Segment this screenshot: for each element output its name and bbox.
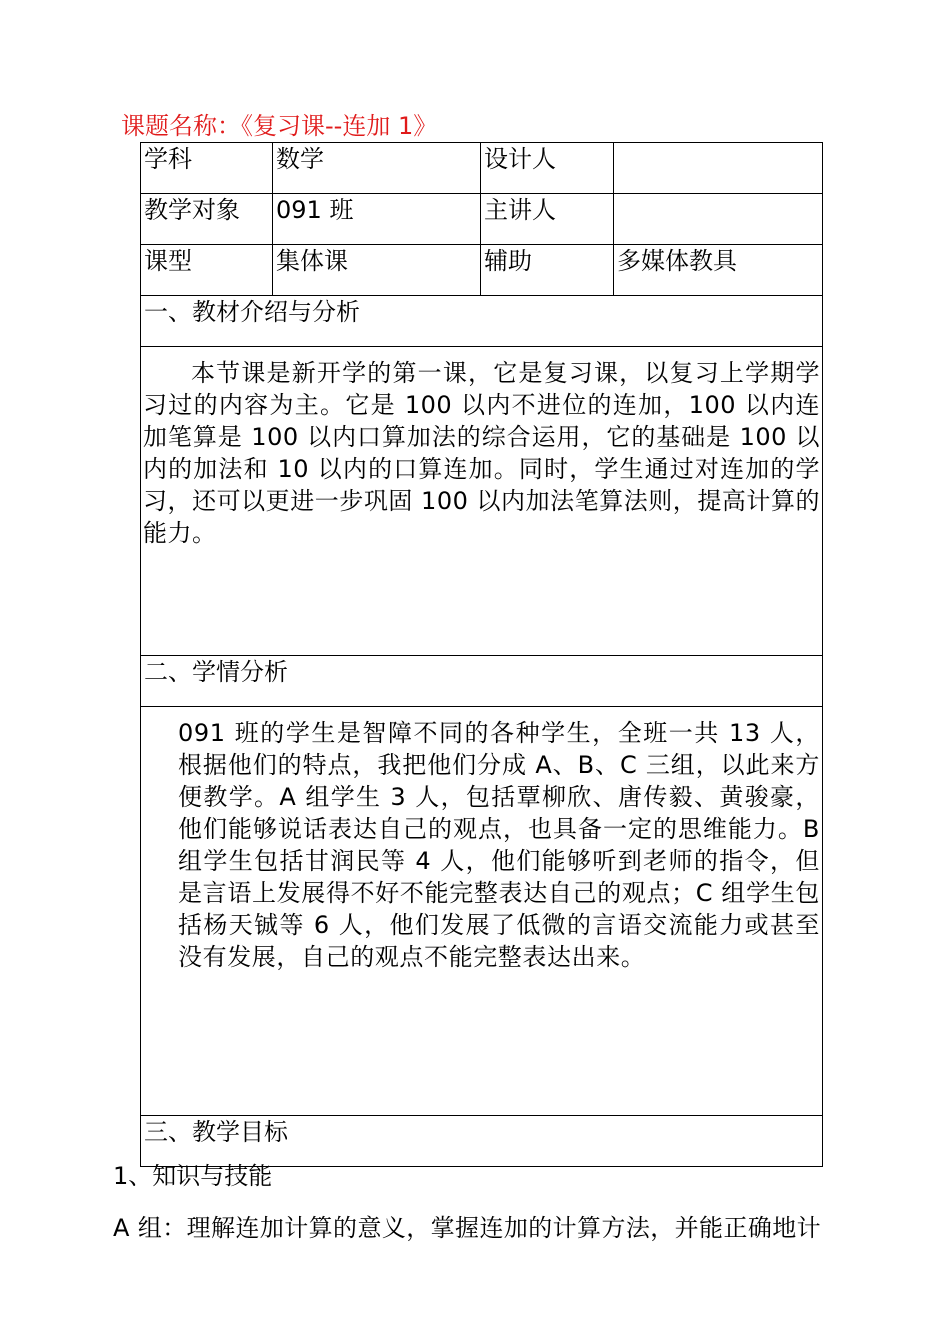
table-row-audience: [141, 194, 823, 245]
lesson-plan-table: [140, 142, 823, 1167]
table-row-section3-heading: [141, 1116, 823, 1167]
section2-heading: 二、学情分析: [141, 656, 823, 707]
cell-type-label: 课型: [141, 245, 273, 296]
cell-type-value: 集体课: [273, 245, 481, 296]
cell-audience-value: 091 班: [273, 194, 481, 245]
section2-paragraph: 091 班的学生是智障不同的各种学生，全班一共 13 人，根据他们的特点，我把他们分成 A、B、C 三组，以此来方便教学。A 组学生 3 人，包括覃柳欣、唐传毅、黄骏豪，他们能够说话表达自己的观点，也具备一定的思维能力。B 组学生包括甘润民等 4 人，他们能够听到老师的指令，但是言语上发展得不好不能完整表达自己的观点；C 组学生包括杨天铖等 6 人，他们发展了低微的言语交流能力或甚至没有发展，自己的观点不能完整表达出来。: [141, 707, 823, 1116]
table-row-section1-body: [141, 347, 823, 656]
cell-audience-label: 教学对象: [141, 194, 273, 245]
table-row-section2-heading: [141, 656, 823, 707]
section1-paragraph: 本节课是新开学的第一课，它是复习课，以复习上学期学习过的内容为主。它是 100 以内不进位的连加，100 以内连加笔算是 100 以内口算加法的综合运用，它的基础是 100 以内的加法和 10 以内的口算连加。同时，学生通过对连加的学习，还可以更进一步巩固 100 以内加法笔算法则，提高计算的能力。: [141, 347, 823, 656]
cell-aid-label: 辅助: [481, 245, 614, 296]
table-row-type: [141, 245, 823, 296]
objective-group-a: A 组：理解连加计算的意义，掌握连加的计算方法，并能正确地计: [113, 1214, 822, 1242]
section1-heading: 一、教材介绍与分析: [141, 296, 823, 347]
cell-subject-label: 学科: [141, 143, 273, 194]
cell-designer-value: [614, 143, 823, 194]
section3-heading: 三、教学目标: [141, 1116, 823, 1167]
lesson-title: 课题名称：《复习课--连加 1》: [121, 112, 438, 140]
objective-heading: 1、知识与技能: [113, 1162, 273, 1190]
table-row-section1-heading: [141, 296, 823, 347]
cell-lecturer-value: [614, 194, 823, 245]
cell-designer-label: 设计人: [481, 143, 614, 194]
table-row-section2-body: [141, 707, 823, 1116]
cell-aid-value: 多媒体教具: [614, 245, 823, 296]
table-row-subject: [141, 143, 823, 194]
cell-lecturer-label: 主讲人: [481, 194, 614, 245]
cell-subject-value: 数学: [273, 143, 481, 194]
